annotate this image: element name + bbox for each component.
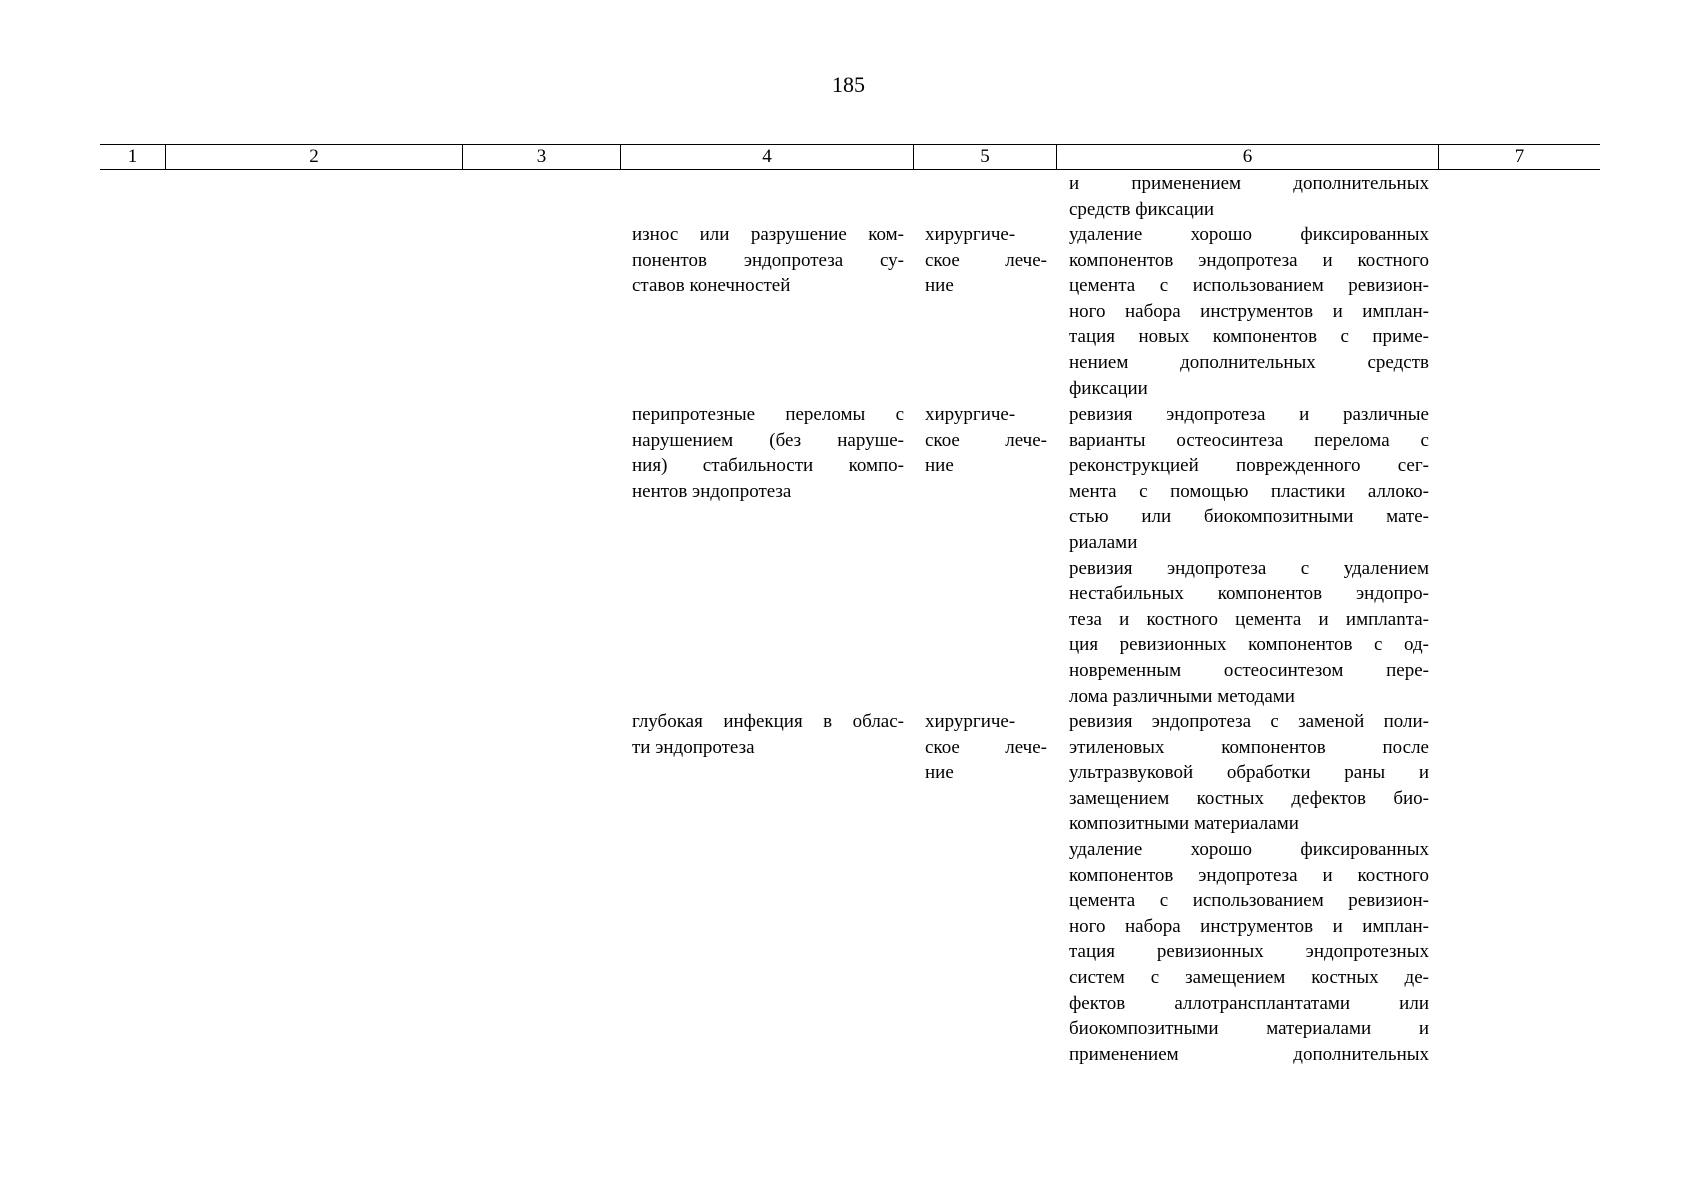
row1-treatment-type xyxy=(925,222,1047,299)
row1-condition xyxy=(632,222,904,299)
text-line: ти эндопротеза xyxy=(632,736,755,758)
column-header-3: 3 xyxy=(462,145,620,169)
text-line: ское лече- xyxy=(925,736,1047,758)
text-line: нением дополнительных средств xyxy=(1069,351,1429,373)
text-line: фектов аллотрансплантатами или xyxy=(1069,992,1429,1014)
text-line: нентов эндопротеза xyxy=(632,480,792,502)
text-line: мента с помощью пластики аллоко- xyxy=(1069,480,1429,502)
text-line: понентов эндопротеза су- xyxy=(632,249,904,271)
text-line: ревизия эндопротеза и различные xyxy=(1069,404,1429,425)
text-line: износ или разрушение ком- xyxy=(632,224,904,245)
text-line: компонентов эндопротеза и костного xyxy=(1069,864,1429,886)
column-header-1: 1 xyxy=(127,146,138,167)
text-line: ного набора инструментов и имплан- xyxy=(1069,915,1429,937)
text-line: композитными материалами xyxy=(1069,813,1299,835)
text-line: цемента с использованием ревизион- xyxy=(1069,275,1429,297)
row2-treatment-type xyxy=(925,402,1047,479)
text-line: новременным остеосинтезом пере- xyxy=(1069,659,1429,681)
row3-treatment-type xyxy=(925,709,1047,786)
text-line: глубокая инфекция в облас- xyxy=(632,711,904,732)
text-line: ние xyxy=(925,762,954,784)
text-line: ние xyxy=(925,455,954,477)
row3-method xyxy=(1069,709,1429,1067)
text-line: нестабильных компонентов эндопро- xyxy=(1069,583,1429,605)
text-line: фиксации xyxy=(1069,377,1148,399)
text-line: цемента с использованием ревизион- xyxy=(1069,890,1429,912)
text-line: лома различными методами xyxy=(1069,685,1295,707)
text-line: ское лече- xyxy=(925,249,1047,271)
text-line: удаление хорошо фиксированных xyxy=(1069,838,1429,860)
text-line: и применением дополнительных xyxy=(1069,173,1429,194)
text-line: тация новых компонентов с приме- xyxy=(1069,326,1429,348)
column-header-7: 7 xyxy=(1438,145,1600,169)
row2-condition xyxy=(632,402,904,504)
text-line: хирургиче- xyxy=(925,711,1016,732)
text-line: удаление хорошо фиксированных xyxy=(1069,224,1429,245)
text-line: этиленовых компонентов после xyxy=(1069,736,1429,758)
text-line: реконструкцией поврежденного сег- xyxy=(1069,455,1429,477)
text-line: ного набора инструментов и имплан- xyxy=(1069,300,1429,322)
text-line: компонентов эндопротеза и костного xyxy=(1069,249,1429,271)
row3-condition xyxy=(632,709,904,760)
text-line: ское лече- xyxy=(925,429,1047,451)
text-line: ультразвуковой обработки раны и xyxy=(1069,762,1429,784)
page-number: 185 xyxy=(832,72,865,97)
column-header-6: 6 xyxy=(1056,145,1438,169)
row2-method xyxy=(1069,402,1429,709)
text-line: систем с замещением костных де- xyxy=(1069,966,1429,988)
column-header-4: 4 xyxy=(620,145,913,169)
text-line: ревизия эндопротеза с заменой поли- xyxy=(1069,711,1429,732)
text-line: перипротезные переломы с xyxy=(632,404,904,425)
text-line: ставов конечностей xyxy=(632,275,791,297)
text-line: замещением костных дефектов био- xyxy=(1069,787,1429,809)
text-line: средств фиксации xyxy=(1069,198,1215,220)
text-line: ревизия эндопротеза с удалением xyxy=(1069,557,1429,579)
text-line: биокомпозитными материалами и xyxy=(1069,1018,1429,1040)
text-line: стью или биокомпозитными мате- xyxy=(1069,506,1429,528)
text-line: риалами xyxy=(1069,531,1138,553)
text-line: ние xyxy=(925,275,954,297)
text-line: хирургиче- xyxy=(925,224,1016,245)
text-line: хирургиче- xyxy=(925,404,1016,425)
text-line: нарушением (без наруше- xyxy=(632,429,904,451)
text-line: теза и костного цемента и имплanта- xyxy=(1069,608,1429,630)
text-line: ния) стабильности компо- xyxy=(632,455,904,477)
row1-method xyxy=(1069,222,1429,401)
text-line: варианты остеосинтеза перелома с xyxy=(1069,429,1429,451)
text-line: применением дополнительных xyxy=(1069,1043,1429,1065)
table-header-row xyxy=(100,144,1600,170)
column-header-2: 2 xyxy=(165,145,462,169)
col6-continuation xyxy=(1069,171,1429,222)
column-header-5: 5 xyxy=(913,145,1056,169)
text-line: тация ревизионных эндопротезных xyxy=(1069,941,1429,963)
text-line: ция ревизионных компонентов с од- xyxy=(1069,634,1429,656)
